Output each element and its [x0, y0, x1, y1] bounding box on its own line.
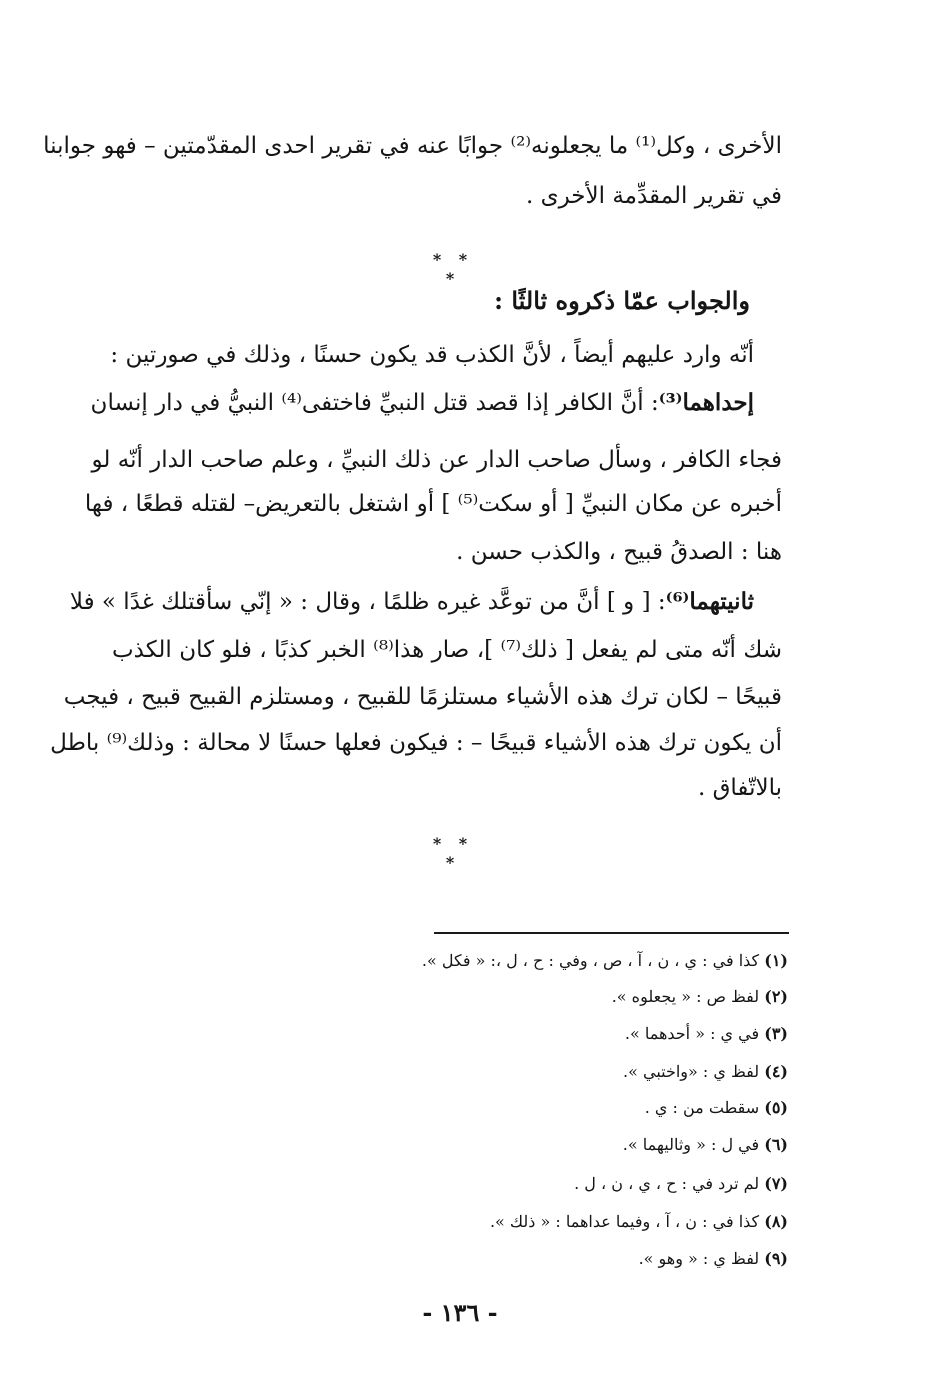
footnote-9: [639, 1248, 788, 1270]
footnote-1: [422, 950, 788, 972]
footnote-2: [612, 986, 788, 1008]
footnote-text: في ل : « وثاليهما ».: [622, 1135, 760, 1154]
footnote-number: (١): [764, 951, 788, 970]
footnote-text: لفظ ي : «واختبي ».: [623, 1062, 760, 1081]
paragraph1-line1: الأخرى ، وكل⁽¹⁾ ما يجعلونه⁽²⁾ جوابًا عنه في تقرير احدى المقدّمتين – فهو جوابنا: [43, 133, 782, 159]
footnote-text: في ي : « أحدهما ».: [624, 1024, 760, 1043]
footnote-number: (٧): [764, 1174, 788, 1193]
footnote-5: [645, 1097, 788, 1119]
footnote-text: كذا في : ي ، ن ، آ ، ص ، وفي : ح ، ل ،: « فكل ».: [421, 951, 760, 970]
footnote-text: سقطت من : ي .: [644, 1098, 760, 1117]
case2-line3: قبيحًا – لكان ترك هذه الأشياء مستلزمًا للقبيح ، ومستلزم القبيح قبيح ، فيجب: [63, 684, 782, 710]
footnote-3: [625, 1023, 788, 1045]
section-separator-2: * * *: [432, 834, 474, 872]
footnote-text: كذا في : ن ، آ ، وفيما عداهما : « ذلك ».: [489, 1212, 760, 1231]
footnote-number: (٨): [764, 1212, 788, 1231]
case1-label: إحداهما⁽³⁾: [658, 389, 754, 416]
footnote-rule: [434, 932, 789, 934]
section-heading: والجواب عمّا ذكروه ثالثًا :: [494, 286, 750, 315]
footnote-number: (٤): [764, 1062, 788, 1081]
footnote-number: (٢): [764, 987, 788, 1006]
footnote-number: (٣): [764, 1024, 788, 1043]
case1-line4: هنا : الصدقُ قبيح ، والكذب حسن .: [456, 539, 782, 565]
case2-line2: شك أنّه متى لم يفعل [ ذلك⁽⁷⁾ ]، صار هذا⁽⁸⁾ الخبر كذبًا ، فلو كان الكذب: [112, 637, 782, 663]
case1-line1-text: : أنَّ الكافر إذا قصد قتل النبيِّ فاختفى⁽⁴⁾ النبيُّ في دار إنسان: [90, 390, 659, 416]
section-separator: * * *: [432, 250, 474, 288]
footnote-text: لفظ ي : « وهو ».: [638, 1249, 760, 1268]
footnote-number: (٥): [764, 1098, 788, 1117]
footnote-number: (٩): [764, 1249, 788, 1268]
case1-line1: [90, 387, 754, 419]
footnote-text: لم ترد في : ح ، ي ، ن ، ل .: [574, 1174, 760, 1193]
case2-line1: [69, 586, 754, 618]
footnote-8: [490, 1211, 788, 1233]
case1-line2: فجاء الكافر ، وسأل صاحب الدار عن ذلك النبيِّ ، وعلم صاحب الدار أنّه لو: [91, 447, 782, 473]
footnote-4: [623, 1061, 788, 1083]
footnote-text: لفظ ص : « يجعلوه ».: [611, 987, 760, 1006]
page-number: - ١٣٦ -: [422, 1298, 498, 1327]
case1-line3: أخبره عن مكان النبيِّ [ أو سكت⁽⁵⁾ ] أو اشتغل بالتعريض– لقتله قطعًا ، فها: [84, 491, 782, 517]
footnote-7: [574, 1173, 788, 1195]
case2-line5: بالاتّفاق .: [697, 775, 782, 801]
case2-line4: أن يكون ترك هذه الأشياء قبيحًا – : فيكون فعلها حسنًا لا محالة : وذلك⁽⁹⁾ باطل: [50, 730, 782, 756]
footnote-number: (٦): [764, 1135, 788, 1154]
footnote-6: [623, 1134, 788, 1156]
case2-label: ثانيتهما⁽⁶⁾: [665, 588, 754, 615]
intro-line: أنّه وارد عليهم أيضاً ، لأنَّ الكذب قد يكون حسنًا ، وذلك في صورتين :: [110, 342, 754, 368]
paragraph1-line2: في تقرير المقدِّمة الأخرى .: [525, 183, 782, 209]
case2-line1-text: : [ و ] أنَّ من توعَّد غيره ظلمًا ، وقال : « إنّي سأقتلك غدًا » فلا: [69, 589, 666, 615]
